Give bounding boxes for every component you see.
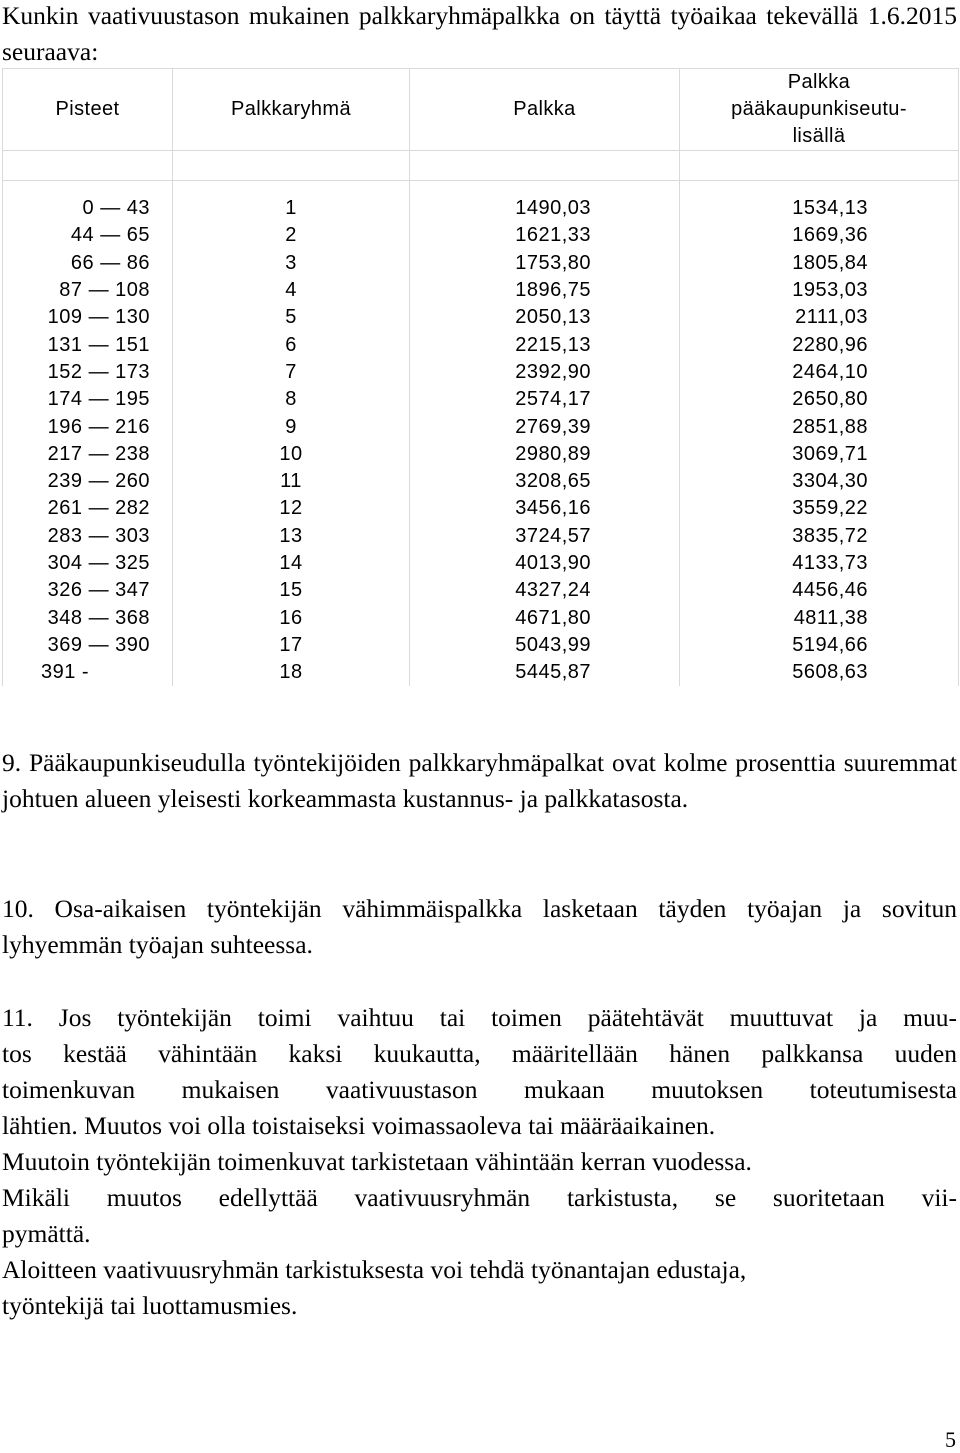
header-points: Pisteet xyxy=(3,69,173,151)
cell-pay: 3724,57 xyxy=(410,523,680,550)
table-row xyxy=(3,523,959,550)
table-spacer-row xyxy=(3,181,959,196)
cell-pay-capital-region: 1669,36 xyxy=(680,222,959,249)
table-row xyxy=(3,386,959,413)
table-row xyxy=(3,577,959,604)
paragraph-11 xyxy=(2,1000,957,1324)
table-row xyxy=(3,659,959,686)
cell-pay-capital-region: 2111,03 xyxy=(680,304,959,331)
cell-pay: 5445,87 xyxy=(410,659,680,686)
cell-points: 109 — 130 xyxy=(3,304,173,331)
table-row xyxy=(3,277,959,304)
cell-pay-group: 10 xyxy=(173,441,410,468)
paragraph-11-line: lähtien. Muutos voi olla toistaiseksi voimassaoleva tai määräaikainen. xyxy=(2,1111,716,1140)
cell-pay-group: 5 xyxy=(173,304,410,331)
paragraph-11-line: toimenkuvan mukaisen vaativuustason mukaan muutoksen toteutumisesta xyxy=(2,1075,957,1104)
cell-pay-capital-region: 1805,84 xyxy=(680,250,959,277)
header-pay-group: Palkkaryhmä xyxy=(173,69,410,151)
cell-pay-group: 4 xyxy=(173,277,410,304)
cell-pay: 3456,16 xyxy=(410,495,680,522)
cell-points: 304 — 325 xyxy=(3,550,173,577)
cell-pay-capital-region: 3559,22 xyxy=(680,495,959,522)
cell-pay-group: 16 xyxy=(173,604,410,631)
cell-points: 44 — 65 xyxy=(3,222,173,249)
table-row xyxy=(3,550,959,577)
cell-pay-capital-region: 2851,88 xyxy=(680,413,959,440)
cell-points: 261 — 282 xyxy=(3,495,173,522)
table-row xyxy=(3,359,959,386)
table-row xyxy=(3,441,959,468)
cell-pay-capital-region: 4811,38 xyxy=(680,604,959,631)
paragraph-9: 9. Pääkaupunkiseudulla työntekijöiden palkkaryhmäpalkat ovat kolme prosenttia suuremmat johtuen alueen yleisesti korkeammasta kustannus- ja palkkatasosta. xyxy=(2,748,957,813)
page-number: 5 xyxy=(945,1427,956,1452)
cell-pay-capital-region: 3069,71 xyxy=(680,441,959,468)
cell-pay-group: 11 xyxy=(173,468,410,495)
cell-points: 0 — 43 xyxy=(3,195,173,222)
table-row xyxy=(3,195,959,222)
cell-pay-capital-region: 5194,66 xyxy=(680,632,959,659)
cell-pay: 4327,24 xyxy=(410,577,680,604)
paragraph-11-line: pymättä. xyxy=(2,1219,91,1248)
paragraph-11-line: työntekijä tai luottamusmies. xyxy=(2,1291,298,1320)
cell-pay: 4013,90 xyxy=(410,550,680,577)
cell-pay-capital-region: 2464,10 xyxy=(680,359,959,386)
wage-table xyxy=(2,68,958,686)
paragraph-11-line: 11. Jos työntekijän toimi vaihtuu tai toimen päätehtävät muuttuvat ja muu- xyxy=(2,1003,957,1032)
cell-pay: 1753,80 xyxy=(410,250,680,277)
cell-points: 131 — 151 xyxy=(3,331,173,358)
table-row xyxy=(3,495,959,522)
table-row xyxy=(3,413,959,440)
cell-points: 196 — 216 xyxy=(3,413,173,440)
paragraph-11-line: Mikäli muutos edellyttää vaativuusryhmän tarkistusta, se suoritetaan vii- xyxy=(2,1183,957,1212)
cell-points: 348 — 368 xyxy=(3,604,173,631)
cell-pay: 2215,13 xyxy=(410,331,680,358)
cell-pay-capital-region: 2280,96 xyxy=(680,331,959,358)
cell-pay: 2769,39 xyxy=(410,413,680,440)
cell-points: 217 — 238 xyxy=(3,441,173,468)
cell-pay: 5043,99 xyxy=(410,632,680,659)
table-row xyxy=(3,331,959,358)
cell-pay-group: 6 xyxy=(173,331,410,358)
cell-pay: 1621,33 xyxy=(410,222,680,249)
table-blank-row xyxy=(3,151,959,181)
cell-pay-capital-region: 4133,73 xyxy=(680,550,959,577)
cell-pay-group: 18 xyxy=(173,659,410,686)
cell-pay-group: 7 xyxy=(173,359,410,386)
cell-pay: 2980,89 xyxy=(410,441,680,468)
header-pay: Palkka xyxy=(410,69,680,151)
table-row xyxy=(3,468,959,495)
cell-pay-group: 9 xyxy=(173,413,410,440)
table-row xyxy=(3,250,959,277)
cell-points: 87 — 108 xyxy=(3,277,173,304)
cell-pay-group: 2 xyxy=(173,222,410,249)
cell-pay-group: 12 xyxy=(173,495,410,522)
cell-pay-group: 1 xyxy=(173,195,410,222)
cell-points: 326 — 347 xyxy=(3,577,173,604)
cell-pay-capital-region: 4456,46 xyxy=(680,577,959,604)
cell-pay-capital-region: 3835,72 xyxy=(680,523,959,550)
cell-points: 174 — 195 xyxy=(3,386,173,413)
paragraph-11-line: tos kestää vähintään kaksi kuukautta, määritellään hänen palkkansa uuden xyxy=(2,1039,957,1068)
cell-pay-capital-region: 2650,80 xyxy=(680,386,959,413)
paragraph-11-line: Aloitteen vaativuusryhmän tarkistuksesta voi tehdä työnantajan edustaja, xyxy=(2,1255,747,1284)
cell-points: 369 — 390 xyxy=(3,632,173,659)
cell-pay-group: 8 xyxy=(173,386,410,413)
paragraph-11-line: Muutoin työntekijän toimenkuvat tarkistetaan vähintään kerran vuodessa. xyxy=(2,1147,752,1176)
cell-points: 283 — 303 xyxy=(3,523,173,550)
cell-pay: 2392,90 xyxy=(410,359,680,386)
cell-pay: 4671,80 xyxy=(410,604,680,631)
cell-pay: 2050,13 xyxy=(410,304,680,331)
header-pay-capital-region: Palkka pääkaupunkiseutu-lisällä xyxy=(680,69,959,151)
paragraph-10: 10. Osa-aikaisen työntekijän vähimmäispalkka lasketaan täyden työajan ja sovitun lyhyemmän työajan suhteessa. xyxy=(2,894,957,959)
cell-points: 239 — 260 xyxy=(3,468,173,495)
cell-points: 391 - xyxy=(3,659,173,686)
cell-pay-capital-region: 1953,03 xyxy=(680,277,959,304)
cell-pay-group: 15 xyxy=(173,577,410,604)
cell-pay: 1896,75 xyxy=(410,277,680,304)
cell-pay-capital-region: 5608,63 xyxy=(680,659,959,686)
cell-points: 152 — 173 xyxy=(3,359,173,386)
cell-pay-group: 17 xyxy=(173,632,410,659)
table-row xyxy=(3,632,959,659)
table-row xyxy=(3,222,959,249)
cell-pay-group: 3 xyxy=(173,250,410,277)
cell-pay-capital-region: 1534,13 xyxy=(680,195,959,222)
cell-pay-group: 13 xyxy=(173,523,410,550)
cell-pay: 1490,03 xyxy=(410,195,680,222)
intro-text: Kunkin vaativuustason mukainen palkkaryhmäpalkka on täyttä työaikaa tekevällä 1.6.2015 seuraava: xyxy=(2,1,957,66)
cell-pay-group: 14 xyxy=(173,550,410,577)
cell-pay-capital-region: 3304,30 xyxy=(680,468,959,495)
cell-pay: 2574,17 xyxy=(410,386,680,413)
cell-pay: 3208,65 xyxy=(410,468,680,495)
table-row xyxy=(3,304,959,331)
table-row xyxy=(3,604,959,631)
cell-points: 66 — 86 xyxy=(3,250,173,277)
